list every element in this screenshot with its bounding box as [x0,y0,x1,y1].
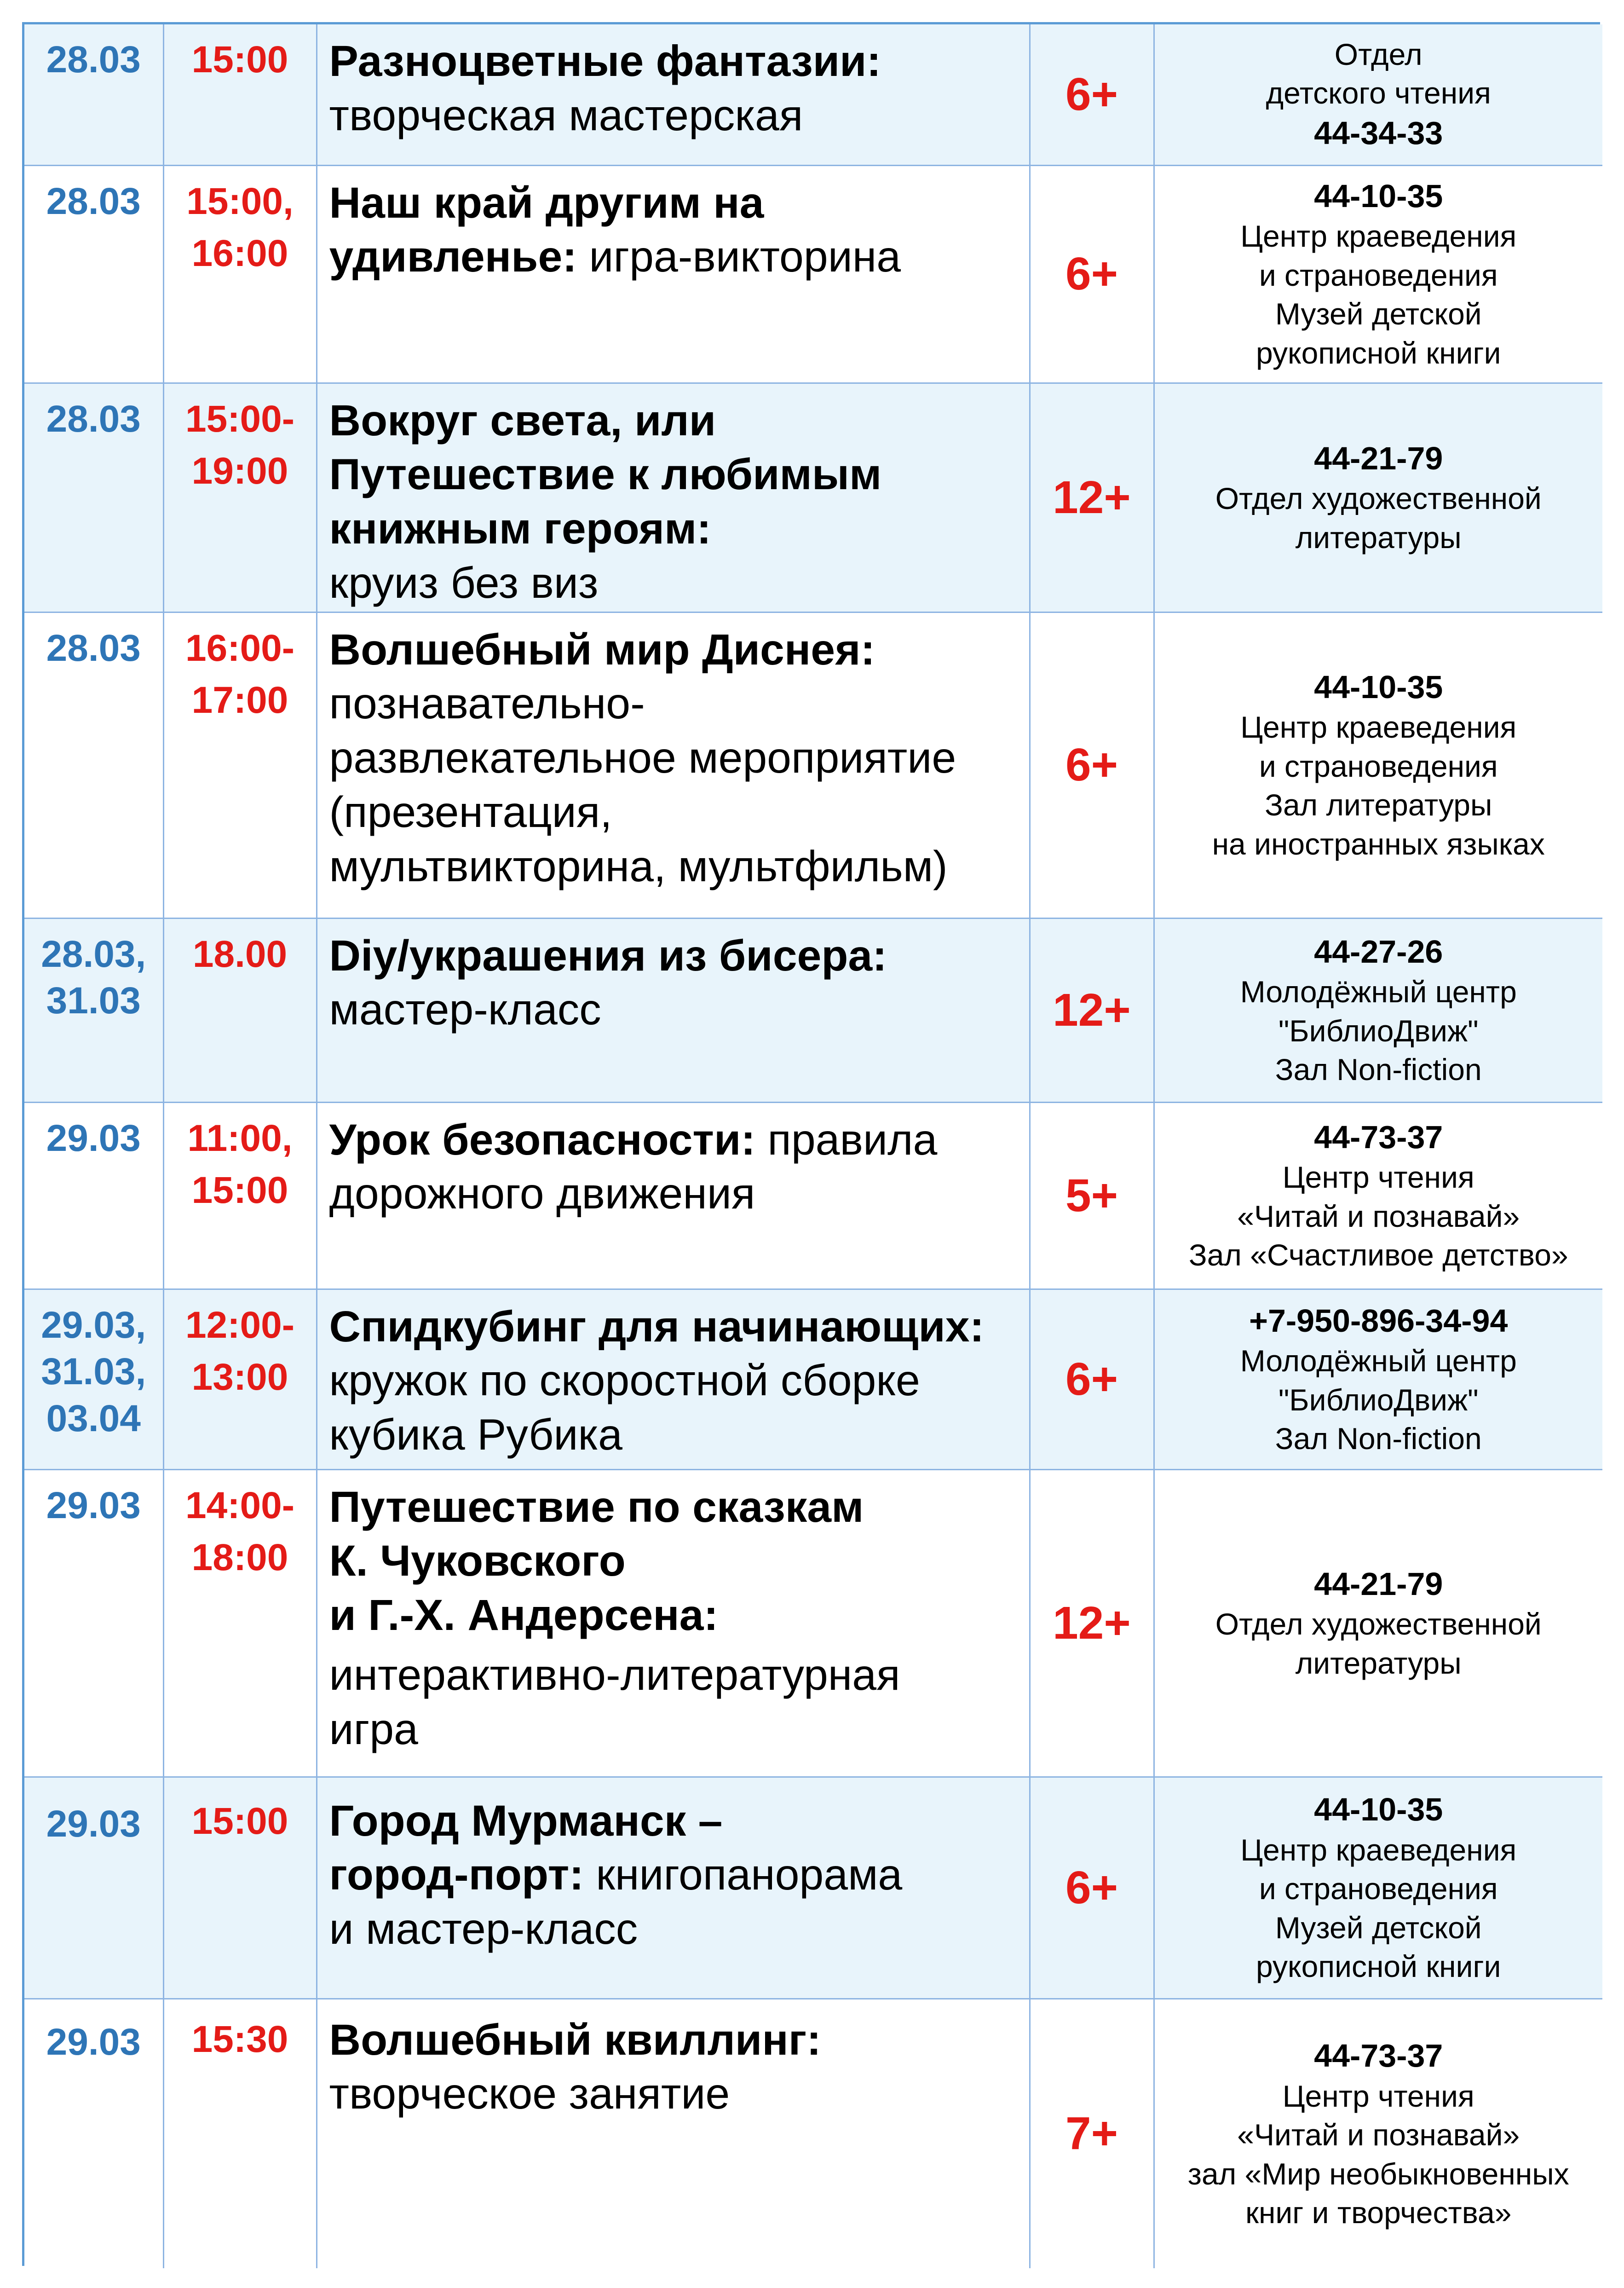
event-title: Разноцветные фантазии: творческая мастерская [317,24,1030,165]
contact-phone: 44-21-79 [1314,1566,1443,1602]
event-time: 15:00, 16:00 [163,165,317,383]
event-title: Вокруг света, или Путешествие к любимым книжным героям: круиз без виз [317,383,1030,612]
schedule-sheet [22,22,1600,2266]
event-contact: 44-21-79 Отдел художественной литературы [1154,1469,1602,1777]
table-row [24,1102,1602,1289]
schedule-table [24,24,1602,2268]
event-date: 29.03 [24,1999,163,2268]
contact-phone: 44-34-33 [1314,115,1443,151]
age-rating: 6+ [1030,612,1154,918]
event-contact: +7-950-896-34-94 Молодёжный центр "БиблиоДвиж" Зал Non-fiction [1154,1289,1602,1469]
table-row [24,383,1602,612]
event-time: 15:00 [163,1777,317,1999]
event-time: 18.00 [163,918,317,1102]
contact-phone: 44-10-35 [1314,669,1443,705]
age-rating: 7+ [1030,1999,1154,2268]
event-contact: 44-10-35 Центр краеведения и страноведения Музей детской рукописной книги [1154,165,1602,383]
event-date: 28.03 [24,383,163,612]
event-time: 15:30 [163,1999,317,2268]
event-date: 29.03, 31.03, 03.04 [24,1289,163,1469]
event-title: Волшебный мир Диснея: познавательно- развлекательное мероприятие (презентация, мультвикторина, мультфильм) [317,612,1030,918]
event-title: Путешествие по сказкам К. Чуковского и Г.-Х. Андерсена: интерактивно-литературная игра [317,1469,1030,1777]
event-time: 12:00- 13:00 [163,1289,317,1469]
contact-phone: +7-950-896-34-94 [1249,1302,1508,1339]
age-rating: 12+ [1030,1469,1154,1777]
contact-phone: 44-73-37 [1314,1119,1443,1155]
event-contact: 44-27-26 Молодёжный центр "БиблиоДвиж" Зал Non-fiction [1154,918,1602,1102]
event-contact: Отдел детского чтения 44-34-33 [1154,24,1602,165]
age-rating: 6+ [1030,165,1154,383]
event-time: 11:00, 15:00 [163,1102,317,1289]
table-row [24,1777,1602,1999]
contact-phone: 44-73-37 [1314,2038,1443,2074]
event-date: 28.03 [24,24,163,165]
event-time: 15:00- 19:00 [163,383,317,612]
table-row [24,1469,1602,1777]
table-row [24,612,1602,918]
table-row [24,165,1602,383]
contact-phone: 44-10-35 [1314,1791,1443,1828]
event-date: 28.03 [24,612,163,918]
age-rating: 6+ [1030,24,1154,165]
event-time: 15:00 [163,24,317,165]
age-rating: 6+ [1030,1289,1154,1469]
event-date: 29.03 [24,1102,163,1289]
table-row [24,1289,1602,1469]
age-rating: 12+ [1030,918,1154,1102]
event-time: 16:00- 17:00 [163,612,317,918]
event-date: 29.03 [24,1777,163,1999]
table-row [24,24,1602,165]
event-date: 28.03 [24,165,163,383]
event-date: 29.03 [24,1469,163,1777]
event-contact: 44-73-37 Центр чтения «Читай и познавай» зал «Мир необыкновенных книг и творчества» [1154,1999,1602,2268]
age-rating: 5+ [1030,1102,1154,1289]
event-date: 28.03, 31.03 [24,918,163,1102]
event-title: Город Мурманск – город-порт: книгопанорама и мастер-класс [317,1777,1030,1999]
table-row [24,1999,1602,2268]
event-contact: 44-10-35 Центр краеведения и страноведения Музей детской рукописной книги [1154,1777,1602,1999]
age-rating: 6+ [1030,1777,1154,1999]
event-time: 14:00- 18:00 [163,1469,317,1777]
event-title: Diy/украшения из бисера: мастер-класс [317,918,1030,1102]
event-contact: 44-10-35 Центр краеведения и страноведения Зал литературы на иностранных языках [1154,612,1602,918]
event-title: Урок безопасности: правила дорожного движения [317,1102,1030,1289]
contact-phone: 44-21-79 [1314,440,1443,476]
event-title: Наш край другим на удивленье: игра-викторина [317,165,1030,383]
age-rating: 12+ [1030,383,1154,612]
event-contact: 44-73-37 Центр чтения «Читай и познавай» Зал «Счастливое детство» [1154,1102,1602,1289]
contact-phone: 44-27-26 [1314,933,1443,970]
event-title: Спидкубинг для начинающих: кружок по скоростной сборке кубика Рубика [317,1289,1030,1469]
event-title: Волшебный квиллинг: творческое занятие [317,1999,1030,2268]
event-contact: 44-21-79 Отдел художественной литературы [1154,383,1602,612]
contact-phone: 44-10-35 [1314,178,1443,214]
table-row [24,918,1602,1102]
